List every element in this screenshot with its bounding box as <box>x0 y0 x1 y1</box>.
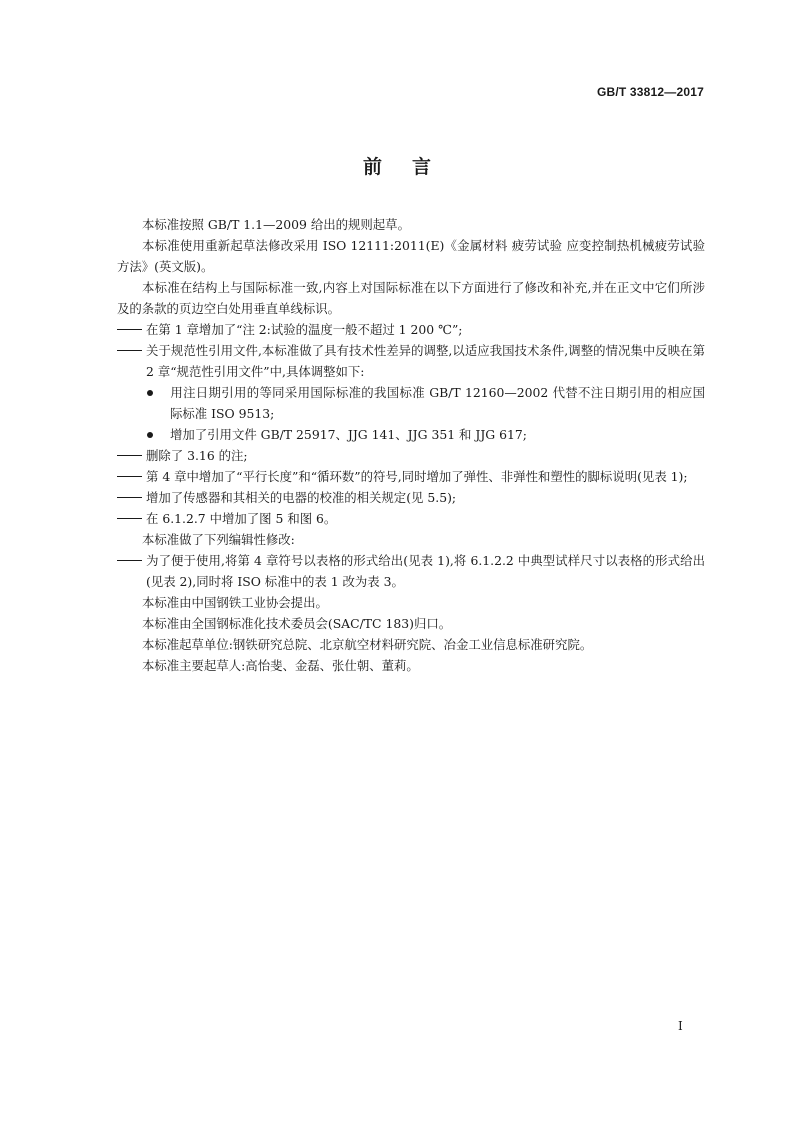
bullet-item <box>117 424 705 445</box>
page-title: 前言 <box>362 156 461 178</box>
paragraph-drafting-units: 本标准起草单位:钢铁研究总院、北京航空材料研究院、冶金工业信息标准研究院。 <box>142 637 593 652</box>
change-item <box>117 466 705 487</box>
change-item <box>117 487 705 508</box>
change-item-text: 在第 1 章增加了“注 2:试验的温度一般不超过 1 200 ℃”; <box>146 322 463 337</box>
dash-marker <box>117 340 146 361</box>
dash-marker <box>117 550 146 571</box>
change-item-text: 在 6.1.2.7 中增加了图 5 和图 6。 <box>146 511 337 526</box>
dash-marker <box>117 487 146 508</box>
foreword-body <box>117 214 705 676</box>
change-item <box>117 445 705 466</box>
change-item <box>117 340 705 382</box>
bullet-item-text: 增加了引用文件 GB/T 25917、JJG 141、JJG 351 和 JJG 617; <box>170 427 527 442</box>
bullet-dot-icon <box>146 382 170 403</box>
bullet-dot-icon <box>146 424 170 445</box>
bullet-item <box>117 382 705 424</box>
paragraph-proposer: 本标准由中国钢铁工业协会提出。 <box>142 595 328 610</box>
paragraph-committee: 本标准由全国钢标准化技术委员会(SAC/TC 183)归口。 <box>142 616 452 631</box>
dash-marker <box>117 508 146 529</box>
editorial-item <box>117 550 705 592</box>
bullet-item-text: 用注日期引用的等同采用国际标准的我国标准 GB/T 12160—2002 代替不注日期引用的相应国际标准 ISO 9513; <box>170 385 705 421</box>
change-item-text: 删除了 3.16 的注; <box>146 448 248 463</box>
dash-marker <box>117 466 146 487</box>
change-item <box>117 319 705 340</box>
paragraph-drafters: 本标准主要起草人:高怡斐、金磊、张仕朝、董莉。 <box>142 658 419 673</box>
dash-marker <box>117 319 146 340</box>
document-code: GB/T 33812—2017 <box>596 85 704 99</box>
change-item-text: 关于规范性引用文件,本标准做了具有技术性差异的调整,以适应我国技术条件,调整的情况集中反映在第 2 章“规范性引用文件”中,具体调整如下: <box>146 343 705 379</box>
paragraph-editorial: 本标准做了下列编辑性修改: <box>142 532 295 547</box>
paragraph-drafting-rules: 本标准按照 GB/T 1.1—2009 给出的规则起草。 <box>142 217 410 232</box>
page-number: I <box>678 1019 683 1033</box>
editorial-item-text: 为了便于使用,将第 4 章符号以表格的形式给出(见表 1),将 6.1.2.2 中典型试样尺寸以表格的形式给出(见表 2),同时将 ISO 标准中的表 1 改为表 3。 <box>146 553 705 589</box>
dash-marker <box>117 445 146 466</box>
change-item-text: 第 4 章中增加了“平行长度”和“循环数”的符号,同时增加了弹性、非弹性和塑性的脚标说明(见表 1); <box>146 469 688 484</box>
paragraph-adoption: 本标准使用重新起草法修改采用 ISO 12111:2011(E)《金属材料 疲劳试验 应变控制热机械疲劳试验方法》(英文版)。 <box>117 238 705 274</box>
change-item-text: 增加了传感器和其相关的电器的校准的相关规定(见 5.5); <box>146 490 457 505</box>
change-item <box>117 508 705 529</box>
paragraph-modifications: 本标准在结构上与国际标准一致,内容上对国际标准在以下方面进行了修改和补充,并在正文中它们所涉及的条款的页边空白处用垂直单线标识。 <box>117 280 705 316</box>
